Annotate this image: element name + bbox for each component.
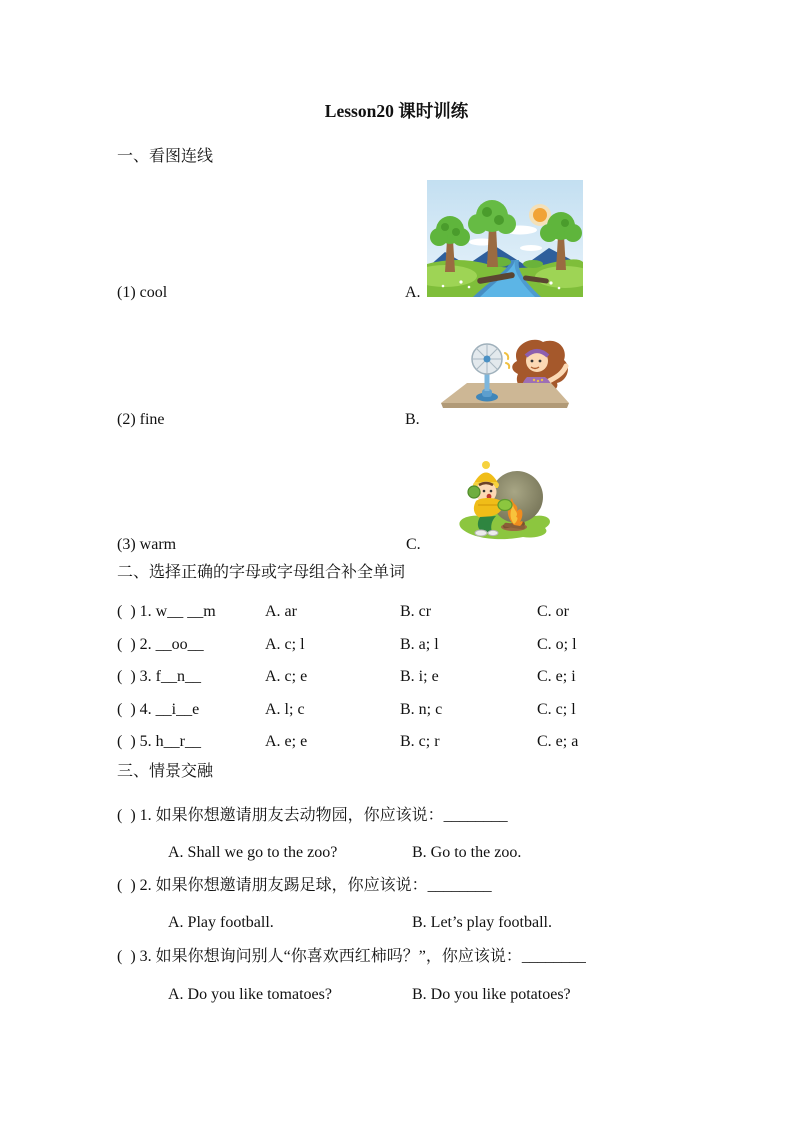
match-letter-a: A. [405,284,421,301]
s2-row5-optA: A. e; e [265,733,308,750]
s2-row3-optA: A. c; e [265,668,308,685]
match-letter-b: B. [405,411,420,428]
s2-row1-optB: B. cr [400,603,432,620]
s2-row1-stem: ( ) 1. w__ __m [117,603,216,620]
section1-heading: 一、看图连线 [117,148,214,165]
picture-b-girl-with-fan [437,333,573,410]
s3-q2-optB: B. Let’s play football. [412,914,552,931]
s2-row4-stem: ( ) 4. __i__e [117,701,200,718]
s3-q1-stem: ( ) 1. 如果你想邀请朋友去动物园，你应该说：________ [117,807,508,824]
picture-c-boy-by-campfire [453,452,553,540]
match-letter-c: C. [406,536,421,553]
table [441,383,569,408]
match-term-cool: (1) cool [117,284,168,301]
s2-row1-optA: A. ar [265,603,297,620]
s3-q2-optA: A. Play football. [168,914,274,931]
s2-row2-optC: C. o; l [537,636,577,653]
s3-q3-stem: ( ) 3. 如果你想询问别人“你喜欢西红柿吗？”，你应该说：________ [117,948,586,965]
s3-q1-optB: B. Go to the zoo. [412,844,522,861]
picture-a-outdoor-scene [427,180,583,297]
page-title: Lesson20 课时训练 [324,101,469,121]
s2-row3-optB: B. i; e [400,668,439,685]
breeze-lines [505,353,509,368]
match-term-warm: (3) warm [117,536,177,553]
s2-row4-optB: B. n; c [400,701,443,718]
s2-row4-optA: A. l; c [265,701,305,718]
s2-row5-optC: C. e; a [537,733,579,750]
section3-heading: 三、情景交融 [117,763,214,780]
s2-row3-optC: C. e; i [537,668,576,685]
s2-row1-optC: C. or [537,603,569,620]
section2-heading: 二、选择正确的字母或字母组合补全单词 [117,564,406,581]
s2-row2-optA: A. c; l [265,636,305,653]
s3-q3-optA: A. Do you like tomatoes? [168,986,332,1003]
s2-row2-optB: B. a; l [400,636,439,653]
s2-row5-optB: B. c; r [400,733,440,750]
s3-q1-optA: A. Shall we go to the zoo? [168,844,338,861]
s2-row4-optC: C. c; l [537,701,576,718]
s2-row3-stem: ( ) 3. f__n__ [117,668,201,685]
s2-row2-stem: ( ) 2. __oo__ [117,636,204,653]
s3-q3-optB: B. Do you like potatoes? [412,986,571,1003]
s2-row5-stem: ( ) 5. h__r__ [117,733,201,750]
s3-q2-stem: ( ) 2. 如果你想邀请朋友踢足球，你应该说：________ [117,877,492,894]
match-term-fine: (2) fine [117,411,165,428]
